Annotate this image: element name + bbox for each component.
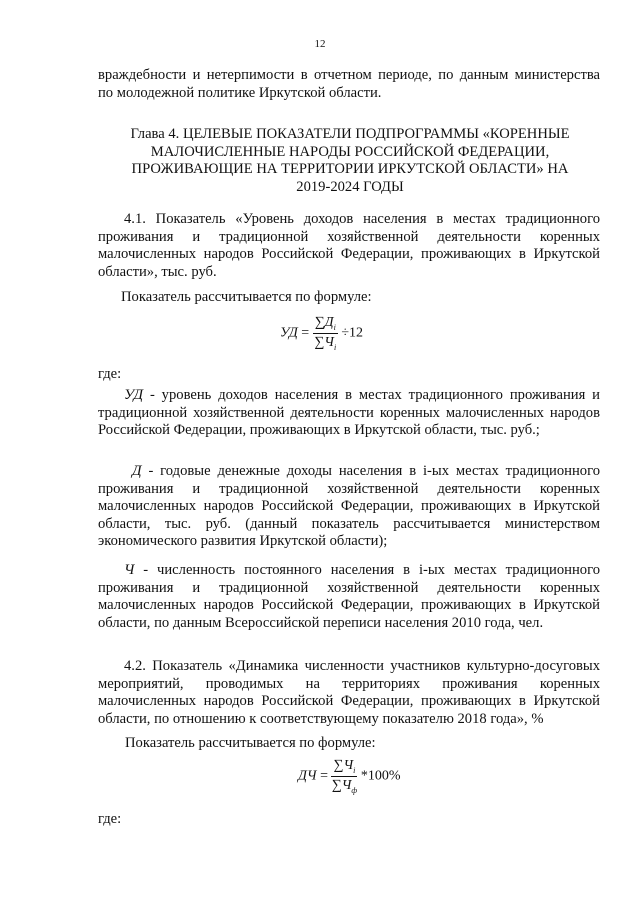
page-number: 12	[314, 38, 326, 50]
chapter-heading-line-1: Глава 4. ЦЕЛЕВЫЕ ПОКАЗАТЕЛИ ПОДПРОГРАММЫ «КОРЕННЫЕ	[130, 126, 570, 142]
section-4-1-formula-intro: Показатель рассчитывается по формуле:	[121, 289, 372, 305]
chapter-heading-line-4: 2019-2024 ГОДЫ	[296, 178, 404, 195]
definition-d-text: - годовые денежные доходы населения в i-ых местах традиционного проживания и традиционной хозяйственной деятельности коренных малочисленных народов Российской Федерации, проживающих в Иркутской области, тыс. руб. (данный показатель рассчитывается министерством экономического развития Иркутской области);	[98, 463, 600, 549]
definition-d	[98, 463, 600, 551]
section-4-1-where: где:	[98, 366, 122, 382]
intro-line-2: по молодежной политике Иркутской области.	[98, 85, 382, 101]
definition-ud-text: - уровень доходов населения в местах традиционного проживания и традиционной хозяйственной деятельности коренных малочисленных народов Российской Федерации, проживающих в Иркутской области, тыс. руб.;	[98, 387, 600, 438]
formula-dch-numerator: ∑Ч	[333, 758, 354, 773]
definition-ch-symbol: Ч	[124, 562, 135, 578]
formula-ud-eq: =	[301, 325, 310, 341]
formula-ud-numerator: ∑Д	[314, 315, 334, 330]
intro-line-1: враждебности и нетерпимости в отчетном периоде, по данным министерства	[98, 67, 600, 83]
definition-ud	[98, 387, 600, 440]
section-4-2-paragraph: 4.2. Показатель «Динамика численности участников культурно-досуговых мероприятий, проводимых на территориях проживания коренных малочисленных народов Российской Федерации, проживающих в Иркутской области, по отношению к соответствующему показателю 2018 года», %	[98, 658, 600, 727]
formula-dch-fraction	[331, 758, 357, 795]
formula-ud-numerator-sub: i	[333, 322, 336, 332]
section-4-2-formula-intro: Показатель рассчитывается по формуле:	[125, 735, 376, 751]
formula-ud-tail: ÷12	[341, 325, 363, 341]
definition-ch	[98, 562, 600, 632]
formula-ud-denominator-sub: i	[333, 342, 337, 352]
chapter-heading	[110, 126, 590, 196]
formula-ud-lhs: УД	[280, 325, 298, 341]
formula-dch-lhs: ДЧ	[298, 768, 317, 784]
definition-ud-symbol: УД	[124, 387, 144, 403]
formula-dch	[298, 758, 401, 795]
formula-ud-fraction	[313, 315, 338, 352]
formula-ud-denominator: ∑Ч	[314, 334, 334, 350]
formula-dch-denominator: ∑Ч	[331, 777, 352, 793]
section-4-1-paragraph: 4.1. Показатель «Уровень доходов населения в местах традиционного проживания и традиционной хозяйственной деятельности коренных малочисленных народов Российской Федерации, проживающих в Иркутской области», тыс. руб.	[98, 211, 600, 280]
formula-dch-tail: *100%	[360, 768, 401, 784]
section-4-2-where: где:	[98, 811, 122, 827]
formula-dch-numerator-sub: i	[353, 765, 356, 775]
formula-dch-eq: =	[320, 768, 328, 784]
formula-dch-denominator-sub: ф	[351, 785, 358, 795]
formula-ud	[280, 315, 363, 352]
definition-ch-text: - численность постоянного населения в i-ых местах традиционного проживания и традиционной хозяйственной деятельности коренных малочисленных народов Российской Федерации, проживающих в Иркутской области, по данным Всероссийской переписи населения 2010 года, чел.	[98, 562, 600, 631]
definition-d-symbol: Д	[132, 463, 142, 479]
chapter-heading-line-3: ПРОЖИВАЮЩИЕ НА ТЕРРИТОРИИ ИРКУТСКОЙ ОБЛАСТИ» НА	[131, 161, 569, 177]
chapter-heading-line-2: МАЛОЧИСЛЕННЫЕ НАРОДЫ РОССИЙСКОЙ ФЕДЕРАЦИИ,	[150, 143, 550, 160]
